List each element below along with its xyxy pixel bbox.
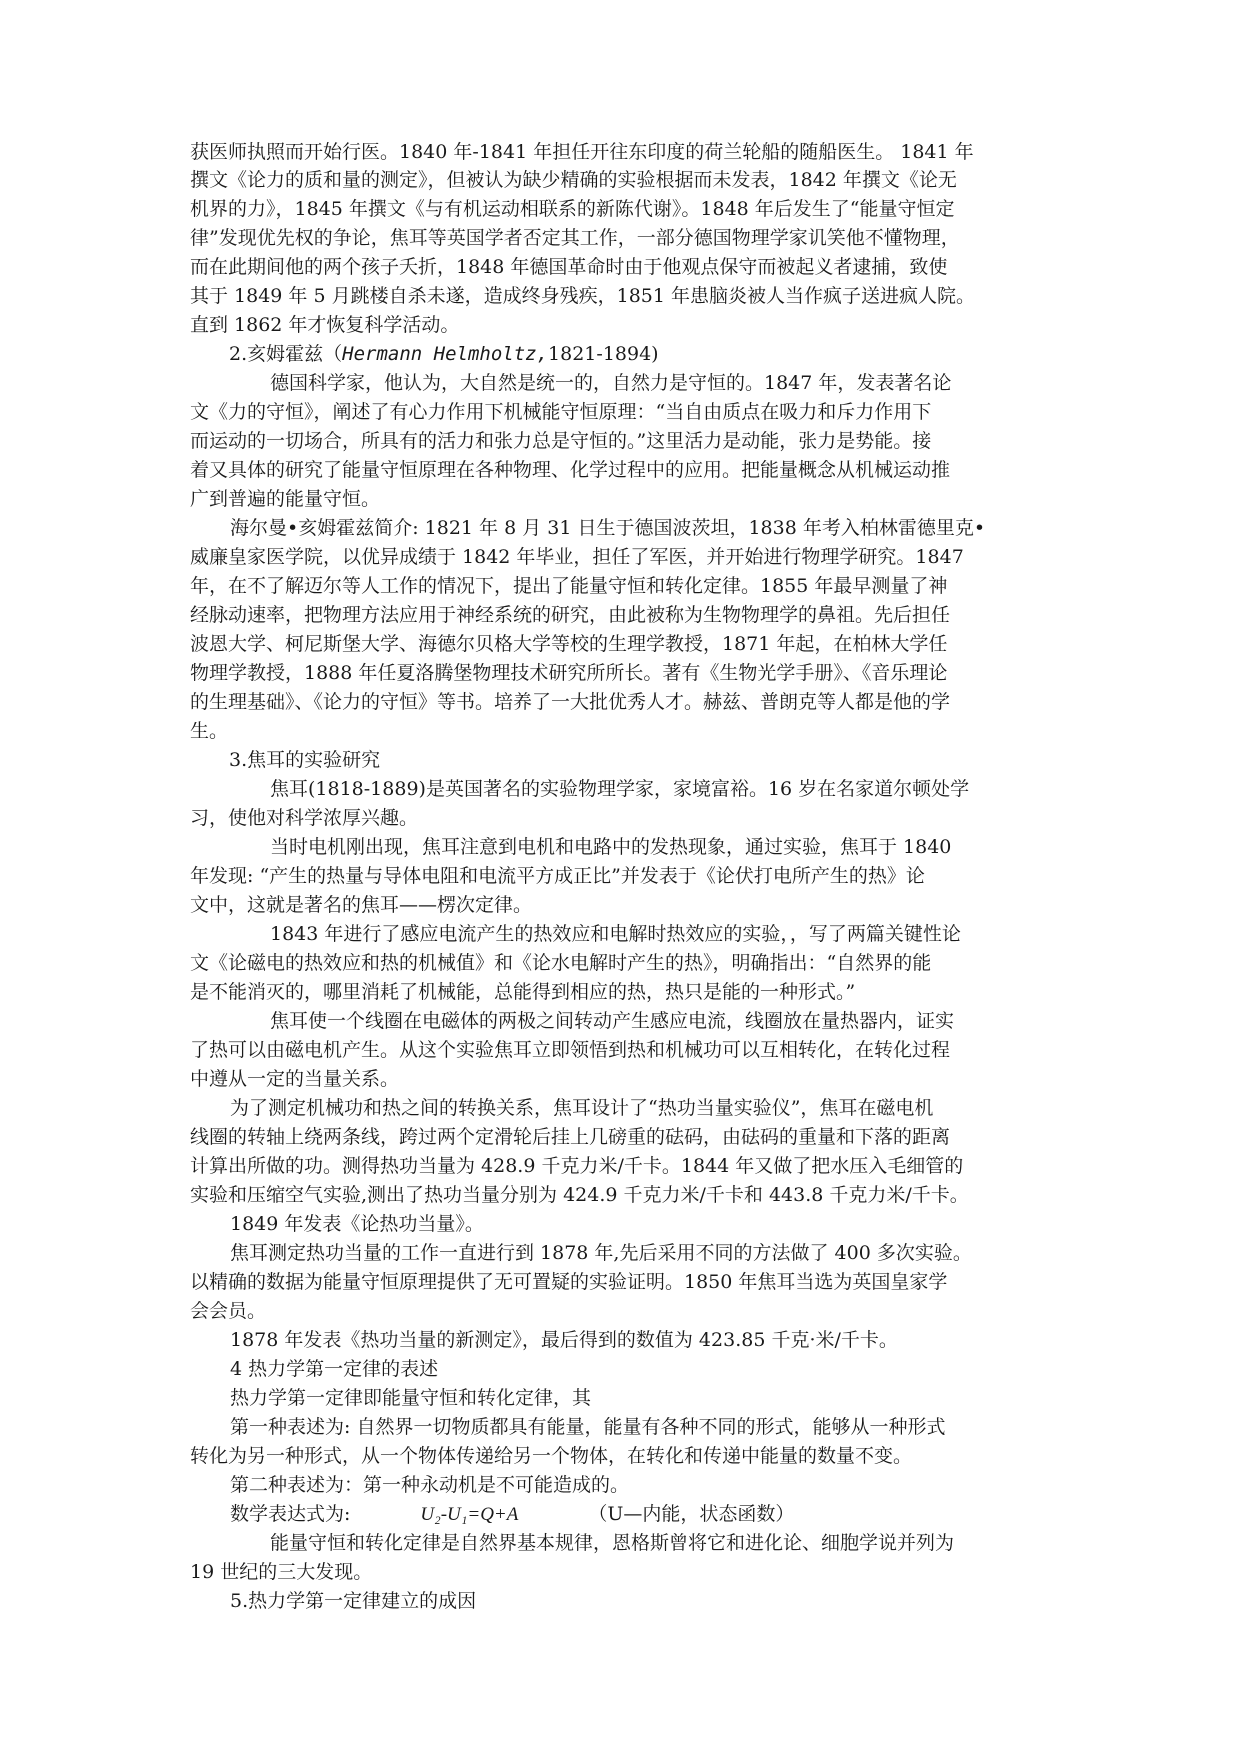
- body-text-line: 1878 年发表《热功当量的新测定》，最后得到的数值为 423.85 千克·米/千卡。: [230, 1329, 898, 1351]
- body-text-line: 能量守恒和转化定律是自然界基本规律，恩格斯曾将它和进化论、细胞学说并列为: [270, 1532, 955, 1554]
- body-text-line: 热力学第一定律即能量守恒和转化定律，其: [230, 1387, 592, 1409]
- body-text-line: 生。: [190, 720, 229, 742]
- body-text-line: 而在此期间他的两个孩子夭折，1848 年德国革命时由于他观点保守而被起义者逮捕，致使: [190, 256, 948, 278]
- body-text-line: 转化为另一种形式，从一个物体传递给另一个物体，在转化和传递中能量的数量不变。: [190, 1445, 913, 1467]
- body-text-line: 实验和压缩空气实验,测出了热功当量分别为 424.9 千克力米/千卡和 443.8 千克力米/千卡。: [190, 1184, 969, 1206]
- body-text-line: 焦耳使一个线圈在电磁体的两极之间转动产生感应电流，线圈放在量热器内，证实: [270, 1010, 955, 1032]
- formula-line: [230, 1500, 794, 1528]
- body-text-line: 年发现: “产生的热量与导体电阻和电流平方成正比”并发表于《论伏打电所产生的热》论: [190, 865, 925, 887]
- body-text-line: 焦耳测定热功当量的工作一直进行到 1878 年,先后采用不同的方法做了 400 多次实验。: [230, 1242, 972, 1264]
- body-text-line: 焦耳(1818-1889)是英国著名的实验物理学家，家境富裕。16 岁在名家道尔顿处学: [270, 778, 970, 800]
- body-text-line: 波恩大学、柯尼斯堡大学、海德尔贝格大学等校的生理学教授，1871 年起，在柏林大学任: [190, 633, 948, 655]
- section-heading-formation: 5.热力学第一定律建立的成因: [230, 1590, 477, 1612]
- body-text-line: 计算出所做的功。测得热功当量为 428.9 千克力米/千卡。1844 年又做了把水压入毛细管的: [190, 1155, 964, 1177]
- body-text-line: 1843 年进行了感应电流产生的热效应和电解时热效应的实验，，写了两篇关键性论: [270, 923, 961, 945]
- body-text-line: 为了测定机械功和热之间的转换关系，焦耳设计了“热功当量实验仪”，焦耳在磁电机: [230, 1097, 934, 1119]
- body-text-line: 直到 1862 年才恢复科学活动。: [190, 314, 460, 336]
- body-text-line: 的生理基础》、《论力的守恒》等书。培养了一大批优秀人才。赫兹、普朗克等人都是他的学: [190, 691, 951, 713]
- body-text-line: 第一种表述为: 自然界一切物质都具有能量，能量有各种不同的形式，能够从一种形式: [230, 1416, 946, 1438]
- body-text-line: 习，使他对科学浓厚兴趣。: [190, 807, 419, 829]
- body-text-line: 年，在不了解迈尔等人工作的情况下，提出了能量守恒和转化定律。1855 年最早测量了神: [190, 575, 948, 597]
- body-text-line: 第二种表述为：第一种永动机是不可能造成的。: [230, 1474, 630, 1496]
- body-text-line: 当时电机刚出现，焦耳注意到电机和电路中的发热现象，通过实验，焦耳于 1840: [270, 836, 952, 858]
- body-text-line: 文中，这就是著名的焦耳——楞次定律。: [190, 894, 533, 916]
- body-text-line: 1849 年发表《论热功当量》。: [230, 1213, 484, 1235]
- body-text-line: 机界的力》，1845 年撰文《与有机运动相联系的新陈代谢》。1848 年后发生了“能量守恒定: [190, 198, 955, 220]
- body-text-line: 着又具体的研究了能量守恒原理在各种物理、化学过程中的应用。把能量概念从机械运动推: [190, 459, 951, 481]
- formula-label: 数学表达式为:: [230, 1503, 351, 1525]
- body-text-line: 经脉动速率，把物理方法应用于神经系统的研究，由此被称为生物物理学的鼻祖。先后担任: [190, 604, 951, 626]
- body-text-line: 德国科学家，他认为，大自然是统一的，自然力是守恒的。1847 年，发表著名论: [270, 372, 952, 394]
- body-text-line: 而运动的一切场合，所具有的活力和张力总是守恒的。”这里活力是动能，张力是势能。接: [190, 430, 932, 452]
- body-text-line: 撰文《论力的质和量的测定》，但被认为缺少精确的实验根据而未发表，1842 年撰文《论无: [190, 169, 957, 191]
- body-text-line: 广到普遍的能量守恒。: [190, 488, 381, 510]
- body-text-line: 19 世纪的三大发现。: [190, 1561, 373, 1583]
- body-text-line: 律”发现优先权的争论，焦耳等英国学者否定其工作，一部分德国物理学家讥笑他不懂物理，: [190, 227, 960, 249]
- body-text-line: 文《论磁电的热效应和热的机械值》和《论水电解时产生的热》，明确指出：“自然界的能: [190, 952, 932, 974]
- formula-note: （U—内能，状态函数）: [588, 1503, 795, 1525]
- body-text-line: 是不能消灭的，哪里消耗了机械能，总能得到相应的热，热只是能的一种形式。”: [190, 981, 856, 1003]
- body-text-line: 以精确的数据为能量守恒原理提供了无可置疑的实验证明。1850 年焦耳当选为英国皇家学: [190, 1271, 948, 1293]
- section-heading-helmholtz: 2.亥姆霍兹（Hermann Helmholtz,1821-1894): [229, 343, 659, 365]
- body-text-line: 线圈的转轴上绕两条线，跨过两个定滑轮后挂上几磅重的砝码，由砝码的重量和下落的距离: [190, 1126, 951, 1148]
- body-text-line: 其于 1849 年 5 月跳楼自杀未遂，造成终身残疾，1851 年患脑炎被人当作疯子送进疯人院。: [190, 285, 975, 307]
- body-text-line: 物理学教授，1888 年任夏洛腾堡物理技术研究所所长。著有《生物光学手册》、《音乐理论: [190, 662, 948, 684]
- section-heading-joule: 3.焦耳的实验研究: [229, 749, 381, 771]
- body-text-line: 威廉皇家医学院，以优异成绩于 1842 年毕业，担任了军医，并开始进行物理学研究。1847: [190, 546, 964, 568]
- body-text-line: 会会员。: [190, 1300, 267, 1322]
- body-text-line: 海尔曼•亥姆霍兹简介: 1821 年 8 月 31 日生于德国波茨坦，1838 年考入柏林雷德里克•: [230, 517, 986, 539]
- formula: U₂-U₁=Q+A: [420, 1504, 519, 1525]
- body-text-line: 获医师执照而开始行医。1840 年-1841 年担任开往东印度的荷兰轮船的随船医生。 1841 年: [190, 141, 974, 163]
- body-text-line: 中遵从一定的当量关系。: [190, 1068, 400, 1090]
- section-heading-first-law: 4 热力学第一定律的表述: [230, 1358, 439, 1380]
- body-text-line: 了热可以由磁电机产生。从这个实验焦耳立即领悟到热和机械功可以互相转化，在转化过程: [190, 1039, 951, 1061]
- body-text-line: 文《力的守恒》，阐述了有心力作用下机械能守恒原理：“当自由质点在吸力和斥力作用下: [190, 401, 932, 423]
